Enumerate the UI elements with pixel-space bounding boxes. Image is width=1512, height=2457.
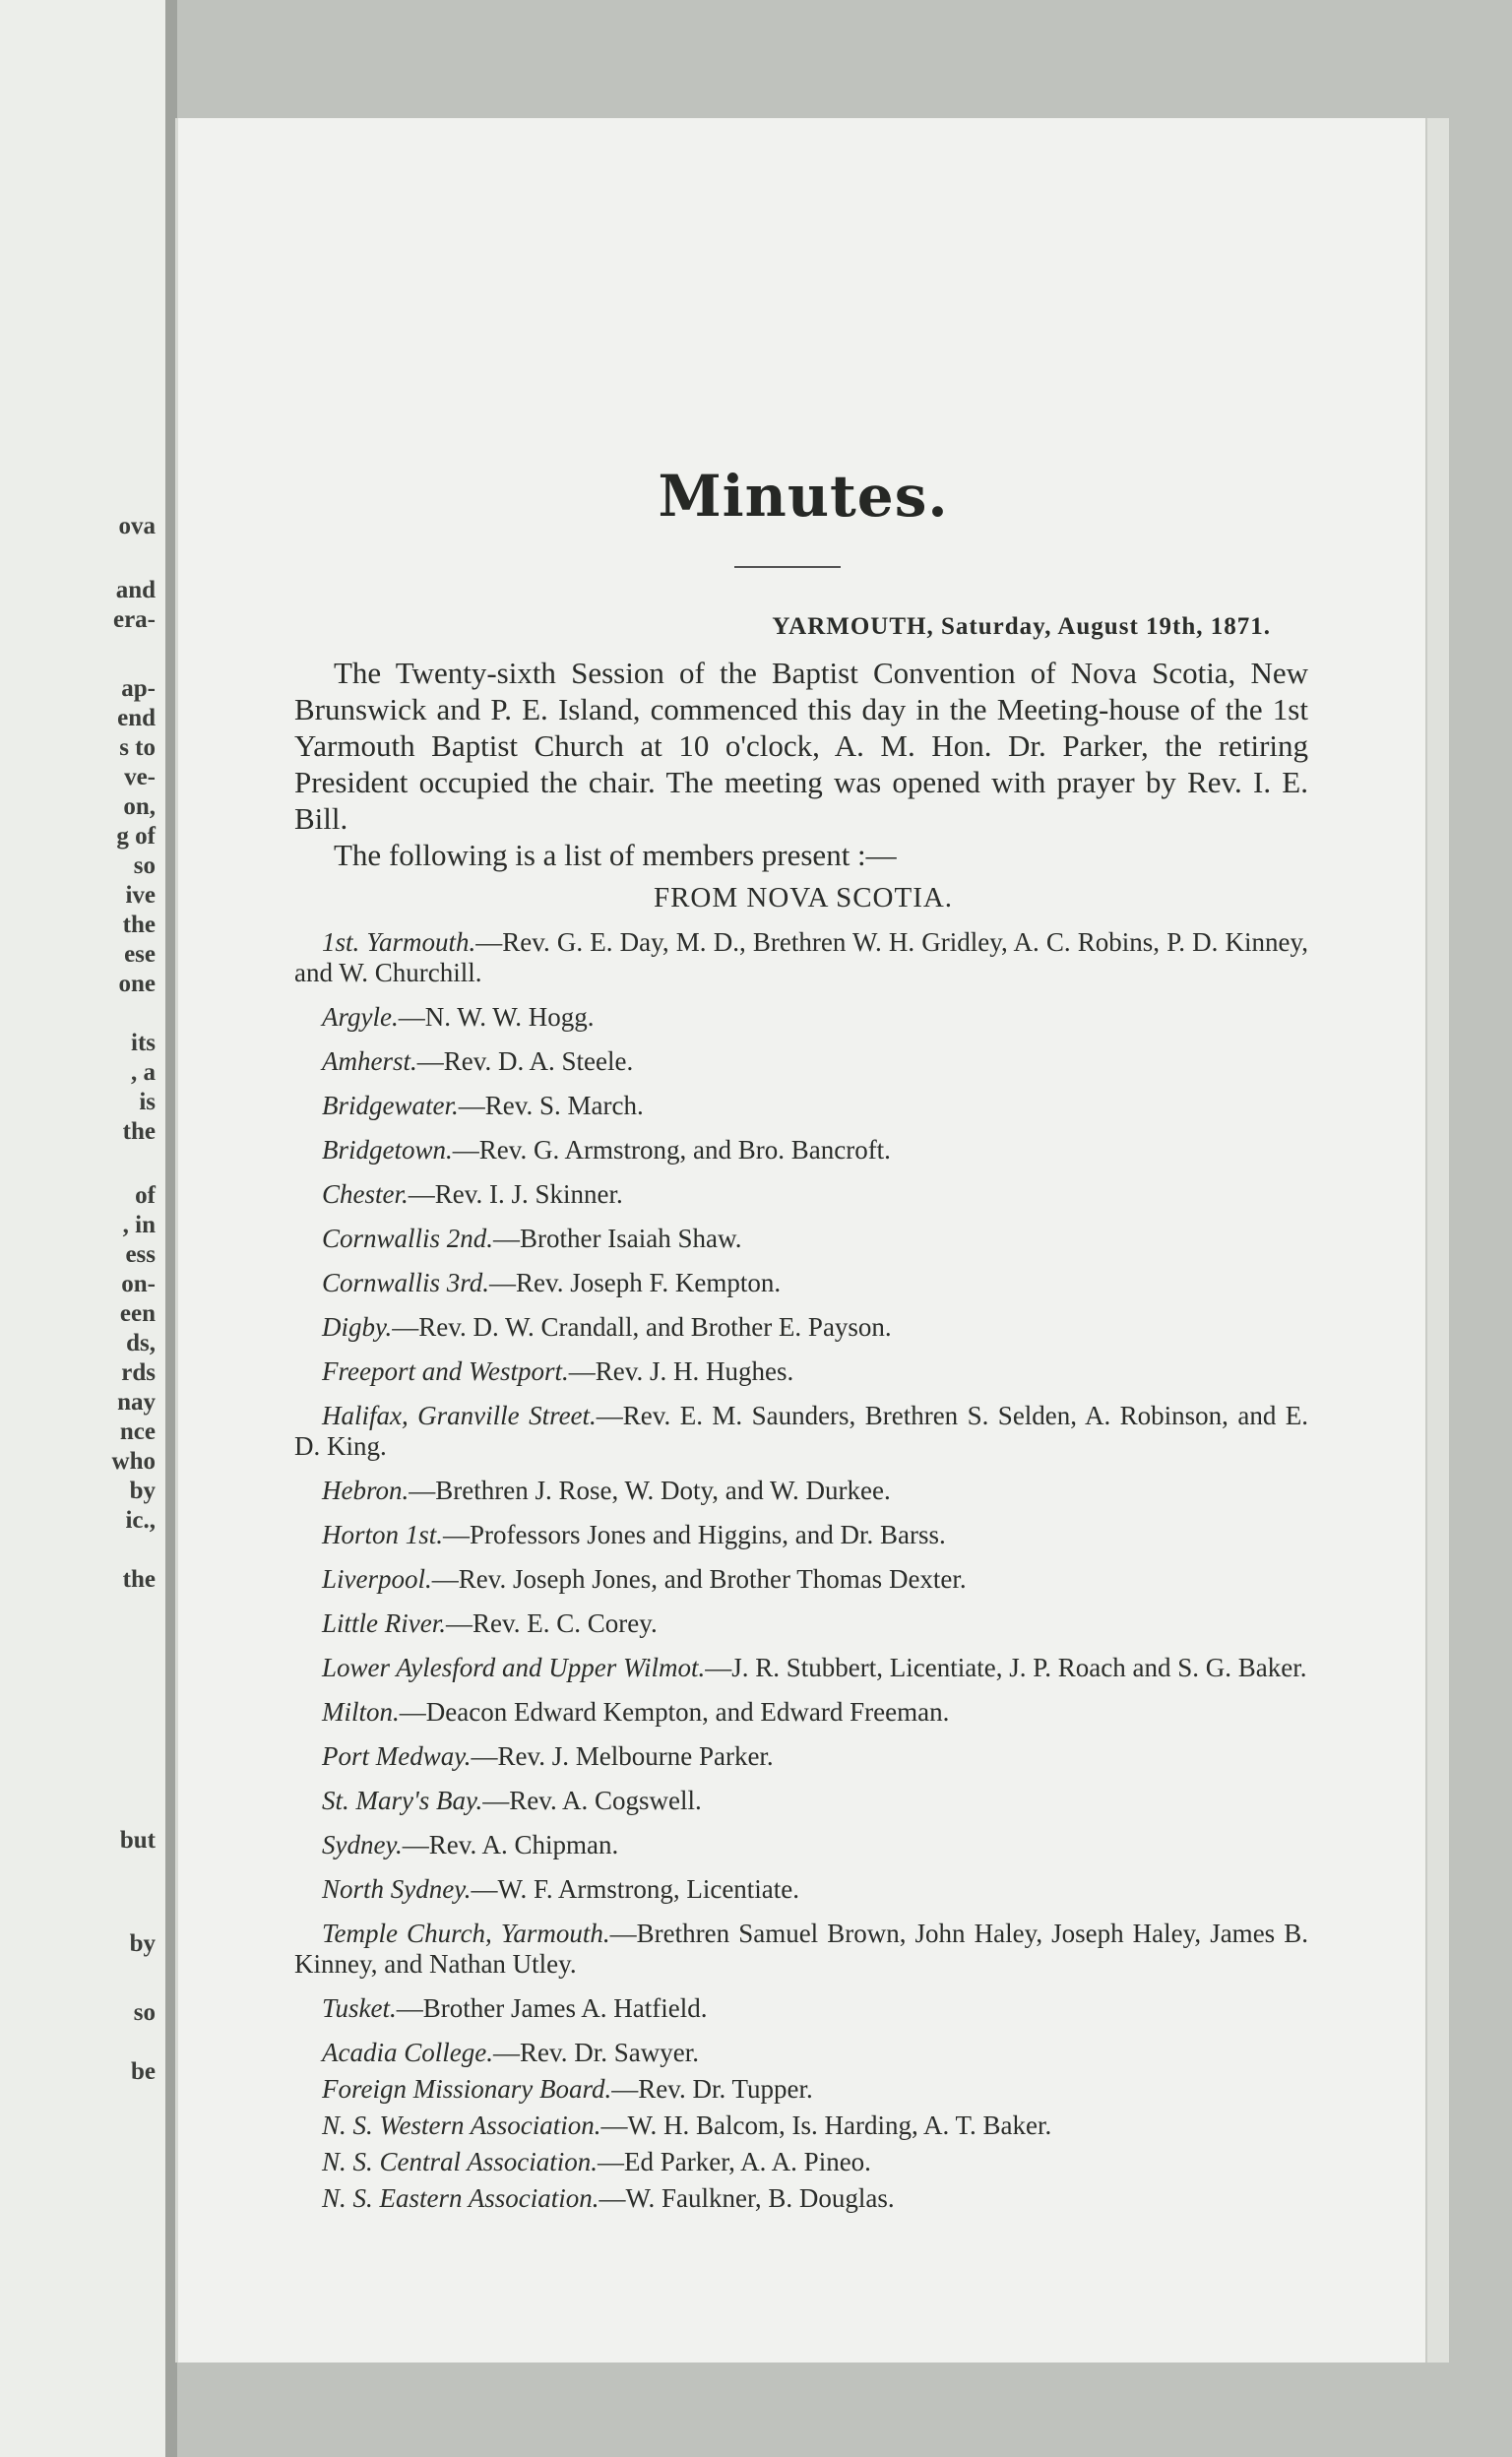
member-entry <box>294 2110 1308 2141</box>
member-names: —Rev. A. Cogswell. <box>482 1786 702 1815</box>
member-entry <box>294 1653 1308 1683</box>
member-names: —Ed Parker, A. A. Pineo. <box>598 2147 871 2176</box>
facing-page-text-fragment: ese <box>124 941 156 968</box>
member-entry <box>294 2074 1308 2105</box>
church-name: Temple Church, Yarmouth. <box>322 1919 610 1948</box>
church-name: Argyle. <box>322 1002 399 1032</box>
facing-page-text-fragment: g of <box>116 823 156 850</box>
facing-page-text-fragment: and <box>115 577 156 603</box>
member-names: —W. H. Balcom, Is. Harding, A. T. Baker. <box>600 2110 1052 2140</box>
member-entry <box>294 1741 1308 1772</box>
member-names: —Rev. D. A. Steele. <box>416 1046 634 1076</box>
title-divider <box>734 566 841 568</box>
facing-page-text-fragment: is <box>139 1089 156 1115</box>
church-name: Sydney. <box>322 1830 403 1859</box>
member-entry <box>294 1135 1308 1166</box>
facing-page-text-fragment: the <box>122 1118 156 1145</box>
church-name: Acadia College. <box>322 2038 493 2067</box>
member-names: —Brethren J. Rose, W. Doty, and W. Durkee. <box>409 1476 891 1505</box>
member-entry <box>294 1356 1308 1387</box>
facing-page-text-fragment: nce <box>119 1418 156 1445</box>
church-name: N. S. Eastern Association. <box>322 2183 599 2213</box>
member-names: —W. F. Armstrong, Licentiate. <box>471 1874 800 1904</box>
facing-page-text-fragment: ap- <box>121 675 156 702</box>
member-names: —W. Faulkner, B. Douglas. <box>598 2183 895 2213</box>
church-name: Freeport and Westport. <box>322 1356 569 1386</box>
member-names: —Rev. A. Chipman. <box>402 1830 619 1859</box>
member-entry <box>294 1786 1308 1816</box>
facing-page-text-fragment: so <box>133 1999 156 2026</box>
member-entry <box>294 1919 1308 1980</box>
church-name: Tusket. <box>322 1993 397 2023</box>
church-name: Foreign Missionary Board. <box>322 2074 612 2104</box>
intro-paragraph: The following is a list of members present :— <box>334 838 897 872</box>
facing-page-text-fragment: by <box>129 1930 156 1957</box>
facing-page-text-fragment: ess <box>125 1241 156 1268</box>
member-names: —Rev. Dr. Tupper. <box>611 2074 813 2104</box>
member-entry <box>294 1608 1308 1639</box>
member-entry <box>294 2183 1308 2214</box>
member-entry <box>294 1224 1308 1254</box>
facing-page-text-fragment: on, <box>123 793 156 820</box>
church-name: Bridgetown. <box>322 1135 453 1165</box>
facing-page-text-fragment: ic., <box>125 1507 156 1534</box>
member-entry <box>294 1268 1308 1298</box>
facing-page-text-fragment: , in <box>122 1212 156 1238</box>
member-names: —Rev. S. March. <box>458 1091 644 1120</box>
facing-page-text-fragment: the <box>122 1566 156 1593</box>
church-name: Cornwallis 3rd. <box>322 1268 490 1297</box>
member-entry <box>294 1520 1308 1550</box>
church-name: Lower Aylesford and Upper Wilmot. <box>322 1653 706 1682</box>
member-entry <box>294 1312 1308 1343</box>
member-names: —Rev. J. Melbourne Parker. <box>471 1741 774 1771</box>
facing-page-text-fragment: ova <box>118 513 156 539</box>
facing-page-text-fragment: be <box>131 2058 156 2085</box>
member-names: —Brother James A. Hatfield. <box>396 1993 708 2023</box>
church-name: Hebron. <box>322 1476 410 1505</box>
member-names: —Rev. Joseph Jones, and Brother Thomas Dexter. <box>431 1564 967 1594</box>
page-edge <box>1425 118 1449 2362</box>
facing-page-text-fragment: ds, <box>126 1330 156 1356</box>
member-names: —Professors Jones and Higgins, and Dr. Barss. <box>443 1520 946 1549</box>
facing-page-text-fragment: ve- <box>124 764 156 790</box>
member-entry <box>294 1874 1308 1905</box>
member-entry <box>294 2038 1308 2068</box>
member-entry <box>294 927 1308 988</box>
church-name: Digby. <box>322 1312 393 1342</box>
member-names: —Deacon Edward Kempton, and Edward Freeman. <box>399 1697 950 1727</box>
church-name: Little River. <box>322 1608 446 1638</box>
member-names: —J. R. Stubbert, Licentiate, J. P. Roach and S. G. Baker. <box>705 1653 1307 1682</box>
member-list <box>294 927 1308 2220</box>
member-names: —Rev. D. W. Crandall, and Brother E. Payson. <box>392 1312 892 1342</box>
church-name: 1st. Yarmouth. <box>322 927 476 957</box>
church-name: Halifax, Granville Street. <box>322 1401 597 1430</box>
member-names: —Rev. J. H. Hughes. <box>568 1356 794 1386</box>
facing-page-text-fragment: end <box>117 705 156 731</box>
member-names: —Brethren Samuel Brown, John Haley, Joseph Haley, James B. Kinney, and Nathan Utley. <box>294 1919 1308 1979</box>
member-entry <box>294 1179 1308 1210</box>
dateline: YARMOUTH, Saturday, August 19th, 1871. <box>772 613 1271 640</box>
church-name: Cornwallis 2nd. <box>322 1224 494 1253</box>
facing-page-text-fragment: era- <box>112 606 156 633</box>
facing-page-text-fragment: by <box>129 1478 156 1504</box>
church-name: N. S. Central Association. <box>322 2147 598 2176</box>
facing-page-text-fragment: een <box>119 1300 156 1327</box>
church-name: Milton. <box>322 1697 400 1727</box>
church-name: Port Medway. <box>322 1741 472 1771</box>
intro-text <box>294 655 1308 873</box>
member-entry <box>294 1830 1308 1860</box>
church-name: North Sydney. <box>322 1874 472 1904</box>
church-name: Bridgewater. <box>322 1091 459 1120</box>
section-heading: FROM NOVA SCOTIA. <box>653 882 954 914</box>
member-names: —Rev. I. J. Skinner. <box>408 1179 623 1209</box>
facing-page-text-fragment: s to <box>119 734 156 761</box>
facing-page-text-fragment: so <box>133 852 156 879</box>
intro-paragraph: The Twenty-sixth Session of the Baptist Convention of Nova Scotia, New Brunswick and P. E. Island, commenced this day in the Meeting-house of the 1st Yarmouth Baptist Church at 10 o'clock, A. M. Hon. Dr. Parker, the retiring President occupied the chair. The meeting was opened with prayer by Rev. I. E. Bill. <box>294 656 1308 836</box>
facing-page-text-fragment: the <box>122 912 156 938</box>
member-names: —Rev. E. M. Saunders, Brethren S. Selden, A. Robinson, and E. D. King. <box>294 1401 1308 1461</box>
member-entry <box>294 1401 1308 1462</box>
member-entry <box>294 1046 1308 1077</box>
member-names: —Brother Isaiah Shaw. <box>493 1224 742 1253</box>
document-page <box>175 118 1428 2362</box>
member-entry <box>294 2147 1308 2177</box>
member-names: —Rev. E. C. Corey. <box>445 1608 658 1638</box>
member-entry <box>294 1697 1308 1728</box>
church-name: N. S. Western Association. <box>322 2110 601 2140</box>
facing-page-text-fragment: on- <box>121 1271 156 1297</box>
facing-page-text-fragment: of <box>135 1182 156 1209</box>
member-entry <box>294 1564 1308 1595</box>
member-names: —N. W. W. Hogg. <box>398 1002 595 1032</box>
member-entry <box>294 1993 1308 2024</box>
facing-page-text-fragment: one <box>118 971 156 997</box>
church-name: Horton 1st. <box>322 1520 444 1549</box>
member-names: —Rev. Dr. Sawyer. <box>492 2038 699 2067</box>
facing-page-text-fragment: its <box>131 1030 156 1056</box>
member-names: —Rev. G. Armstrong, and Bro. Bancroft. <box>452 1135 891 1165</box>
member-entry <box>294 1002 1308 1033</box>
facing-page-fragment <box>0 0 165 2457</box>
church-name: Amherst. <box>322 1046 417 1076</box>
facing-page-text-fragment: nay <box>117 1389 156 1416</box>
church-name: St. Mary's Bay. <box>322 1786 483 1815</box>
member-names: —Rev. Joseph F. Kempton. <box>489 1268 782 1297</box>
member-entry <box>294 1091 1308 1121</box>
member-names: —Rev. G. E. Day, M. D., Brethren W. H. Gridley, A. C. Robins, P. D. Kinney, and W. Churchill. <box>294 927 1309 987</box>
facing-page-text-fragment: rds <box>121 1359 156 1386</box>
member-entry <box>294 1476 1308 1506</box>
church-name: Liverpool. <box>322 1564 432 1594</box>
facing-page-text-fragment: , a <box>131 1059 156 1086</box>
facing-page-text-fragment: who <box>111 1448 156 1475</box>
facing-page-text-fragment: but <box>119 1827 156 1854</box>
page-title: Minutes. <box>658 463 949 530</box>
facing-page-text-fragment: ive <box>125 882 156 909</box>
church-name: Chester. <box>322 1179 409 1209</box>
